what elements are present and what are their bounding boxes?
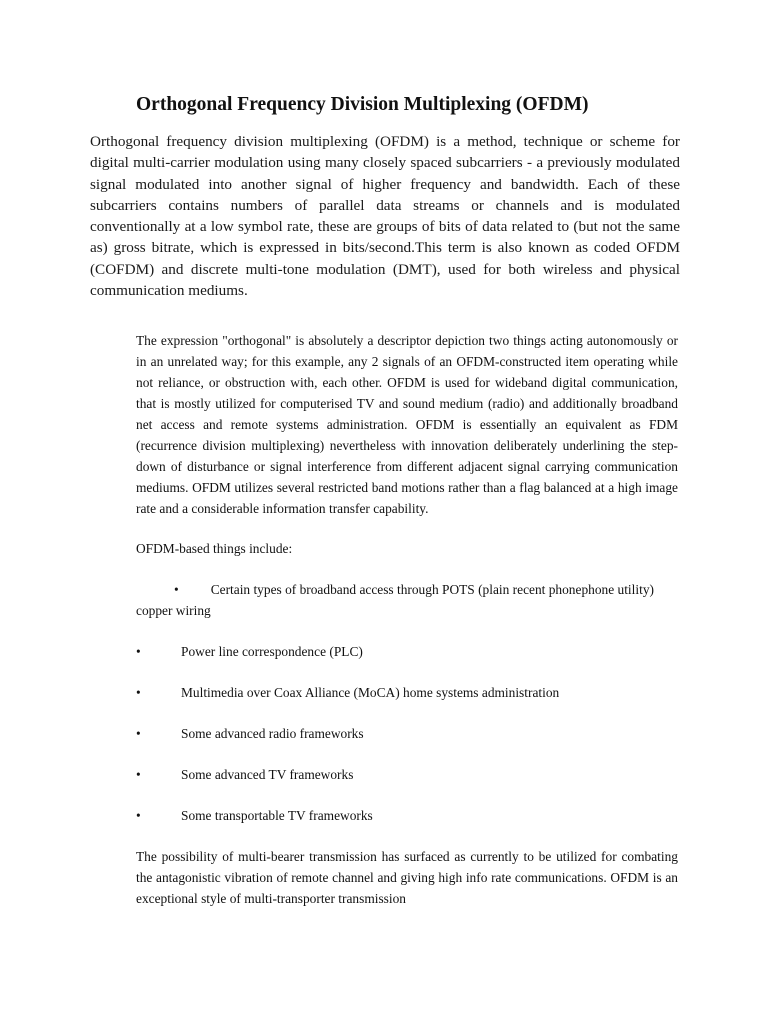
- list-item-label: Multimedia over Coax Alliance (MoCA) home systems administration: [181, 685, 560, 700]
- list-item: [136, 805, 678, 826]
- list-item-label: Power line correspondence (PLC): [181, 644, 363, 659]
- intro-paragraph: Orthogonal frequency division multiplexing (OFDM) is a method, technique or scheme for digital multi-carrier modulation using many closely spaced subcarriers - a previously modulated signal modulated into another signal of higher frequency and bandwidth. Each of these subcarriers contains numbers of parallel data streams or channels and is modulated conventionally at a low symbol rate, these are groups of bits of data related to (but not the same as) gross bitrate, which is expressed in bits/second.This term is also known as coded OFDM (COFDM) and discrete multi-tone modulation (DMT), used for both wireless and physical communication mediums.: [90, 133, 680, 300]
- bullet-marker: •: [136, 685, 141, 700]
- paragraph-orthogonal: The expression "orthogonal" is absolutely a descriptor depiction two things acting autonomously or in an unrelated way; for this example, any 2 signals of an OFDM-constructed item operating while not reliance, or obstruction with, each other. OFDM is used for wideband digital communication, that is mostly utilized for computerised TV and sound medium (radio) and additionally broadband net access and remote systems administration. OFDM is essentially an equivalent as FDM (recurrence division multiplexing) nevertheless with innovation deliberately underlining the step-down of disturbance or signal interference from different adjacent signal carrying communication mediums. OFDM utilizes several restricted band motions rather than a flag balanced at a high image rate and a considerable information transfer capability.: [136, 333, 678, 516]
- bullet-marker: •: [136, 808, 141, 823]
- list-item-label: Some advanced radio frameworks: [181, 726, 364, 741]
- list-item: [136, 764, 678, 785]
- list-item-label: Some advanced TV frameworks: [181, 767, 354, 782]
- bullet-marker: •: [174, 582, 179, 597]
- document-title: Orthogonal Frequency Division Multiplexing (OFDM): [136, 94, 589, 115]
- bullet-marker: •: [136, 644, 141, 659]
- paragraph-ofdm-things: OFDM-based things include:: [136, 541, 293, 556]
- list-item-text: [136, 579, 678, 621]
- bullet-marker: •: [136, 767, 141, 782]
- list-item: [136, 682, 678, 703]
- list-item: [136, 641, 678, 662]
- paragraph-multi-bearer: The possibility of multi-bearer transmission has surfaced as currently to be utilized for combating the antagonistic vibration of remote channel and giving high info rate communications. OFDM is an exceptional style of multi-transporter transmission: [136, 849, 678, 906]
- list-item-label: Certain types of broadband access through POTS (plain recent phonephone utility) copper wiring: [136, 582, 654, 618]
- list-item: [136, 579, 678, 621]
- bullet-marker: •: [136, 726, 141, 741]
- body-content: [136, 330, 678, 909]
- bullet-list: [136, 579, 678, 826]
- list-item-label: Some transportable TV frameworks: [181, 808, 373, 823]
- list-item: [136, 723, 678, 744]
